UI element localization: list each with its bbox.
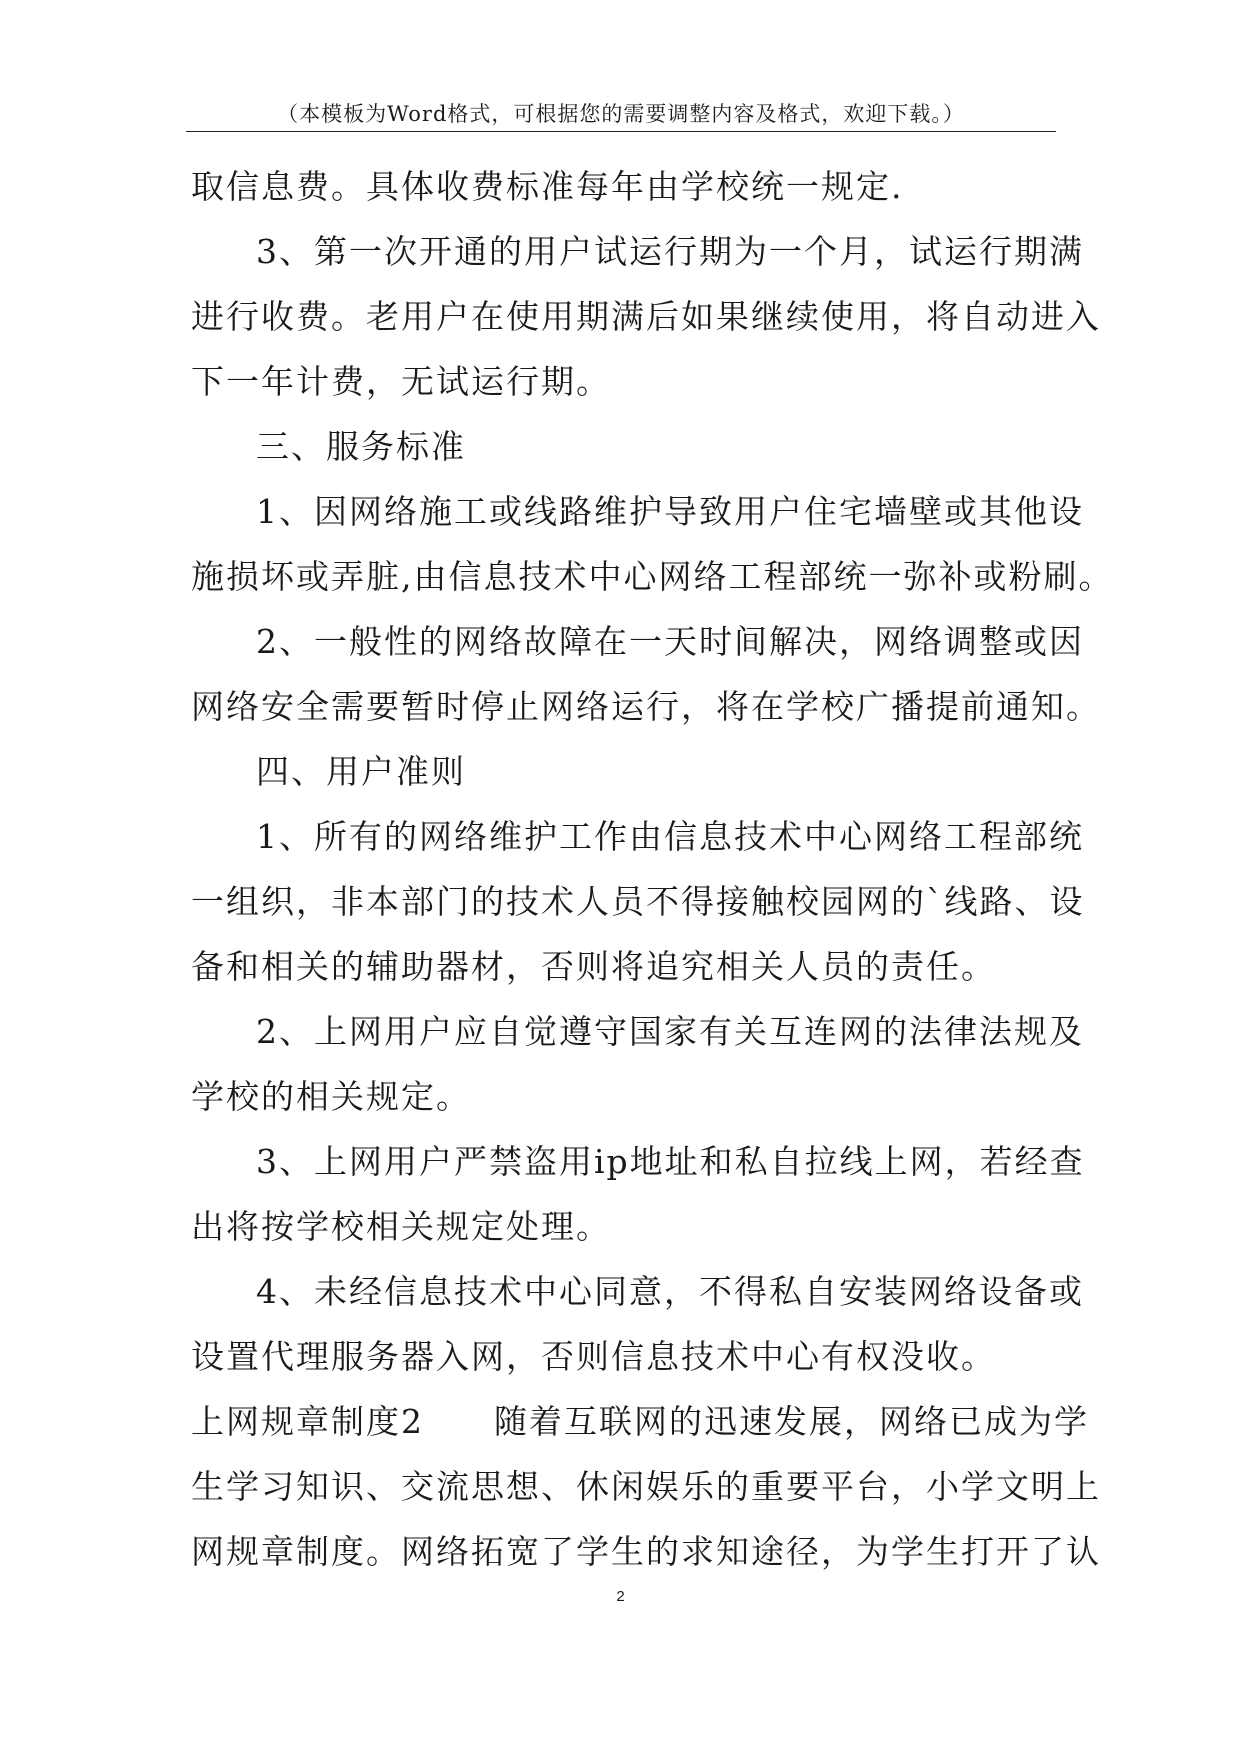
body-line: 2、一般性的网络故障在一天时间解决，网络调整或因 (256, 622, 1084, 661)
body-line: 网络安全需要暂时停止网络运行，将在学校广播提前通知。 (191, 687, 1101, 726)
body-line: 下一年计费，无试运行期。 (191, 362, 611, 401)
body-line: 进行收费。老用户在使用期满后如果继续使用，将自动进入 (191, 297, 1101, 336)
body-line: 设置代理服务器入网，否则信息技术中心有权没收。 (191, 1337, 996, 1376)
body-line: 取信息费。具体收费标准每年由学校统一规定. (191, 167, 904, 206)
body-line: 2、上网用户应自觉遵守国家有关互连网的法律法规及 (256, 1012, 1084, 1051)
body-line: 一组织，非本部门的技术人员不得接触校园网的`线路、设 (191, 882, 1085, 921)
body-line: 备和相关的辅助器材，否则将追究相关人员的责任。 (191, 947, 996, 986)
body-line: 网规章制度。网络拓宽了学生的求知途径，为学生打开了认 (191, 1532, 1101, 1571)
template-notice-header: （本模板为Word格式，可根据您的需要调整内容及格式，欢迎下载。） (277, 102, 965, 126)
body-line: 学校的相关规定。 (191, 1077, 471, 1116)
body-line: 出将按学校相关规定处理。 (191, 1207, 611, 1246)
section-heading: 四、用户准则 (256, 752, 466, 791)
body-line: 3、上网用户严禁盗用ip地址和私自拉线上网，若经查 (256, 1142, 1085, 1181)
body-line: 4、未经信息技术中心同意，不得私自安装网络设备或 (256, 1272, 1084, 1311)
body-line: 施损坏或弄脏,由信息技术中心网络工程部统一弥补或粉刷。 (191, 557, 1114, 596)
body-line: 1、因网络施工或线路维护导致用户住宅墙壁或其他设 (256, 492, 1084, 531)
body-line: 3、第一次开通的用户试运行期为一个月，试运行期满 (256, 232, 1084, 271)
body-line: 上网规章制度2 随着互联网的迅速发展，网络已成为学 (191, 1402, 1089, 1441)
header-divider (186, 131, 1056, 132)
section-heading: 三、服务标准 (256, 427, 466, 466)
body-line: 1、所有的网络维护工作由信息技术中心网络工程部统 (256, 817, 1084, 856)
page-number: 2 (616, 1588, 625, 1605)
body-line: 生学习知识、交流思想、休闲娱乐的重要平台，小学文明上 (191, 1467, 1101, 1506)
